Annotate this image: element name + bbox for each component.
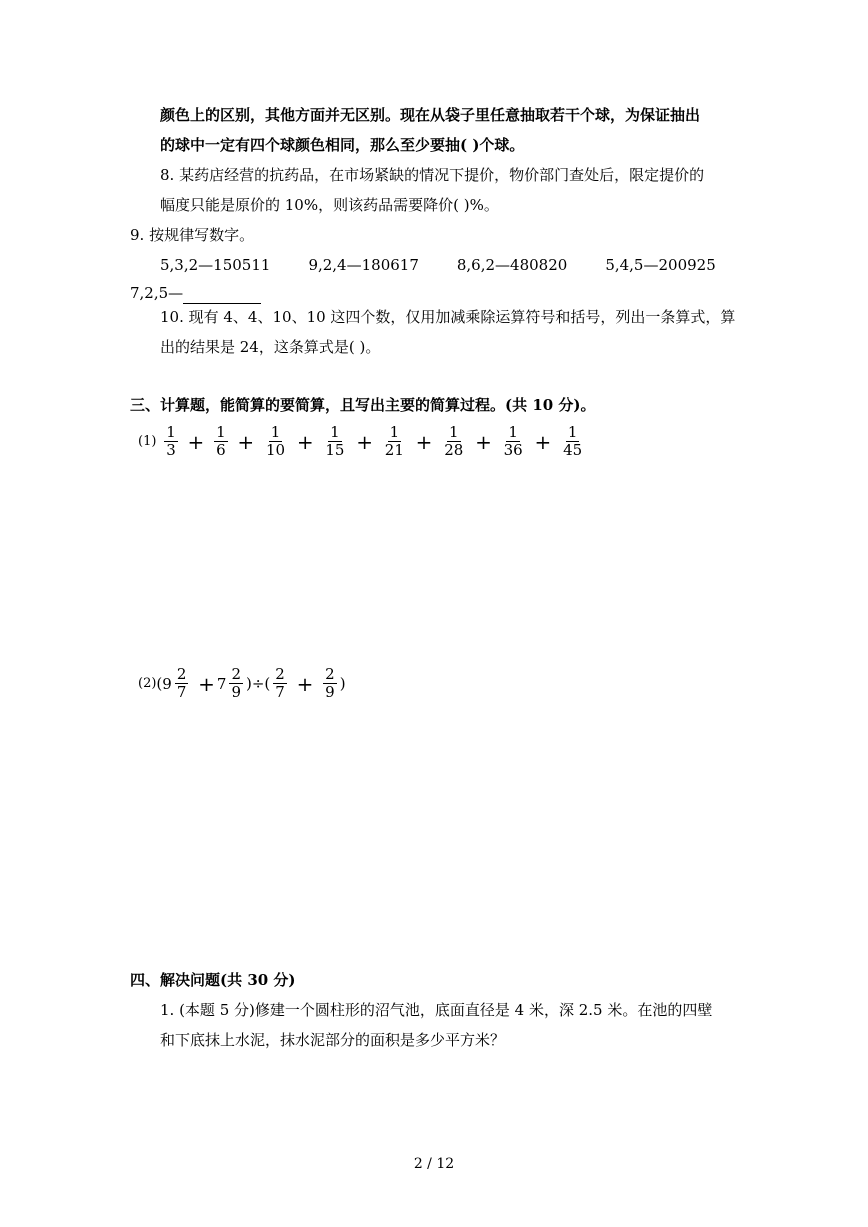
fraction: $\frac{1}{36}$ [503,423,523,459]
section4-q1-line1: 1. (本题 5 分)修建一个圆柱形的沼气池，底面直径是 4 米，深 2.5 米。在池的四壁 [160,1001,713,1019]
problem-2: (2)( 9 $\frac{2}{7}$ + 7 $\frac{2}{9}$ )÷( $\frac{2}{7}$ + $\frac{2}{9}$ ) [138,665,346,701]
fraction: $\frac{1}{15}$ [325,423,345,459]
q9-sequence [160,254,754,276]
section4-title: 四、解决问题(共 30 分) [130,971,296,989]
section3-title: 三、计算题，能简算的要简算，且写出主要的简算过程。(共 10 分)。 [130,396,596,414]
fraction: $\frac{1}{21}$ [384,423,404,459]
q9-item: 8,6,2—480820 [456,256,568,274]
fraction: $\frac{1}{45}$ [563,423,583,459]
problem-1-label: (1) [138,434,157,449]
q9-last [130,282,261,304]
mixed-number: 7 $\frac{2}{9}$ [216,665,242,701]
fraction: $\frac{2}{7}$ [275,665,285,701]
q9-last-label: 7,2,5— [130,284,184,302]
mixed-number: 9 $\frac{2}{7}$ [162,665,187,701]
fraction: $\frac{1}{3}$ [166,423,176,459]
problem-2-label: (2) [138,676,157,691]
fraction: $\frac{2}{9}$ [325,665,335,701]
q8-line1: 8. 某药店经营的抗药品，在市场紧缺的情况下提价，物价部门查处后，限定提价的 [160,166,705,184]
page-number: 2 / 12 [413,1156,455,1172]
section4-q1-line2: 和下底抹上水泥，抹水泥部分的面积是多少平方米？ [160,1031,506,1049]
q9-title: 9. 按规律写数字。 [130,226,255,244]
fraction: $\frac{1}{6}$ [216,423,226,459]
q7-line2: 的球中一定有四个球颜色相同，那么至少要抽( )个球。 [160,136,525,154]
q9-item: 5,4,5—200925 [605,256,716,274]
q9-item: 9,2,4—180617 [308,256,419,274]
q10-line1: 10. 现有 4、4、10、10 这四个数，仅用加减乘除运算符号和括号，列出一条算式，算 [160,308,736,326]
q9-item: 5,3,2—150511 [160,256,271,274]
q8-line2: 幅度只能是原价的 10%，则该药品需要降价( )%。 [160,196,499,214]
fraction: $\frac{1}{10}$ [265,423,286,459]
fraction: $\frac{1}{28}$ [444,423,464,459]
q10-line2: 出的结果是 24，这条算式是( )。 [160,338,381,356]
problem-1: (1) $\frac{1}{3}$ + $\frac{1}{6}$ + $\frac{1}{10}$ + $\frac{1}{15}$ + $\frac{1}{21}$ + $\frac{1}{28}$ + $\frac{1}{36}$ + $\frac{1}{45}$ [138,423,583,459]
q7-line1: 颜色上的区别，其他方面并无区别。现在从袋子里任意抽取若干个球，为保证抽出 [160,106,701,124]
answer-blank [183,287,261,304]
